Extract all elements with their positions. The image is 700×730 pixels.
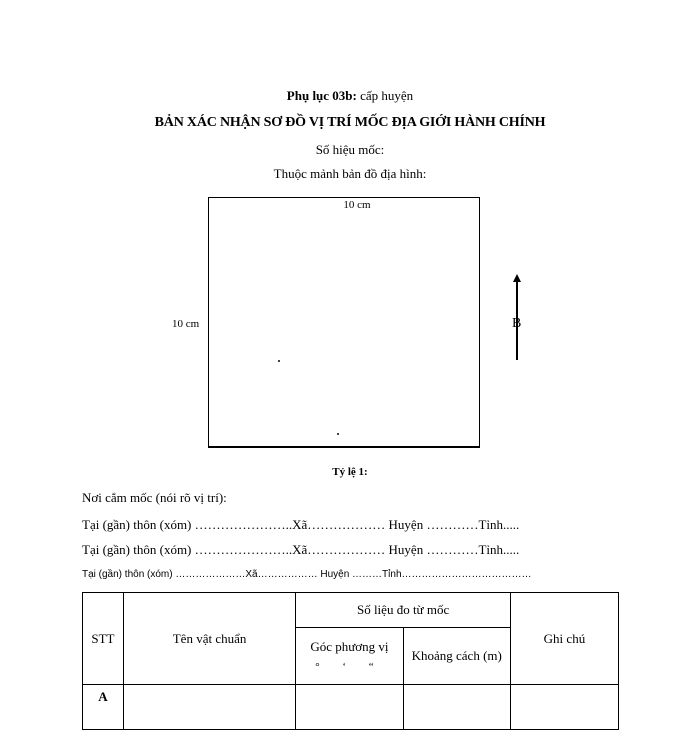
location-line-3: Tại (gần) thôn (xóm) …………………Xã……………… Huyện ………Tỉnh………………………………… — [82, 569, 532, 580]
diagram-height-label: 10 cm — [172, 318, 200, 330]
appendix-level: cấp huyện — [356, 88, 414, 103]
row-stt: A — [83, 685, 124, 730]
diagram-speck — [337, 433, 339, 435]
header-note: Ghi chú — [510, 593, 618, 685]
appendix-number: Phụ lục 03b: — [286, 88, 357, 103]
scale-label: Tỷ lệ 1: — [332, 466, 368, 478]
header-azimuth-label: Góc phương vị — [310, 639, 389, 654]
diagram-speck — [278, 360, 280, 362]
location-line-2: Tại (gần) thôn (xóm) …………………..Xã……………… Huyện …………Tỉnh..... — [82, 542, 520, 557]
map-sheet-label: Thuộc mảnh bản đồ địa hình: — [273, 166, 427, 181]
row-reference-name[interactable] — [123, 685, 296, 730]
location-heading: Nơi cắm mốc (nói rõ vị trí): — [82, 490, 227, 505]
marker-number-label: Số hiệu mốc: — [315, 142, 385, 157]
header-distance: Khoảng cách (m) — [403, 628, 510, 685]
diagram-bottom-border — [208, 446, 480, 448]
header-azimuth-units: ° ‘ “ — [315, 661, 384, 673]
diagram-width-label: 10 cm — [343, 199, 371, 211]
location-line-1: Tại (gần) thôn (xóm) …………………..Xã……………… Huyện …………Tỉnh..... — [82, 517, 520, 532]
header-azimuth — [296, 628, 403, 685]
row-azimuth[interactable] — [296, 685, 403, 730]
header-measurement-group: Số liệu đo từ mốc — [296, 593, 511, 628]
document-title: BẢN XÁC NHẬN SƠ ĐỒ VỊ TRÍ MỐC ĐỊA GIỚI HÀNH CHÍNH — [154, 115, 546, 130]
header-reference-name: Tên vật chuẩn — [123, 593, 296, 685]
row-note[interactable] — [510, 685, 618, 730]
table-row — [83, 685, 619, 730]
measurement-table — [82, 592, 619, 730]
appendix-label — [0, 88, 700, 104]
header-stt: STT — [83, 593, 124, 685]
north-label: B — [512, 316, 522, 331]
row-distance[interactable] — [403, 685, 510, 730]
diagram-frame — [208, 197, 480, 447]
